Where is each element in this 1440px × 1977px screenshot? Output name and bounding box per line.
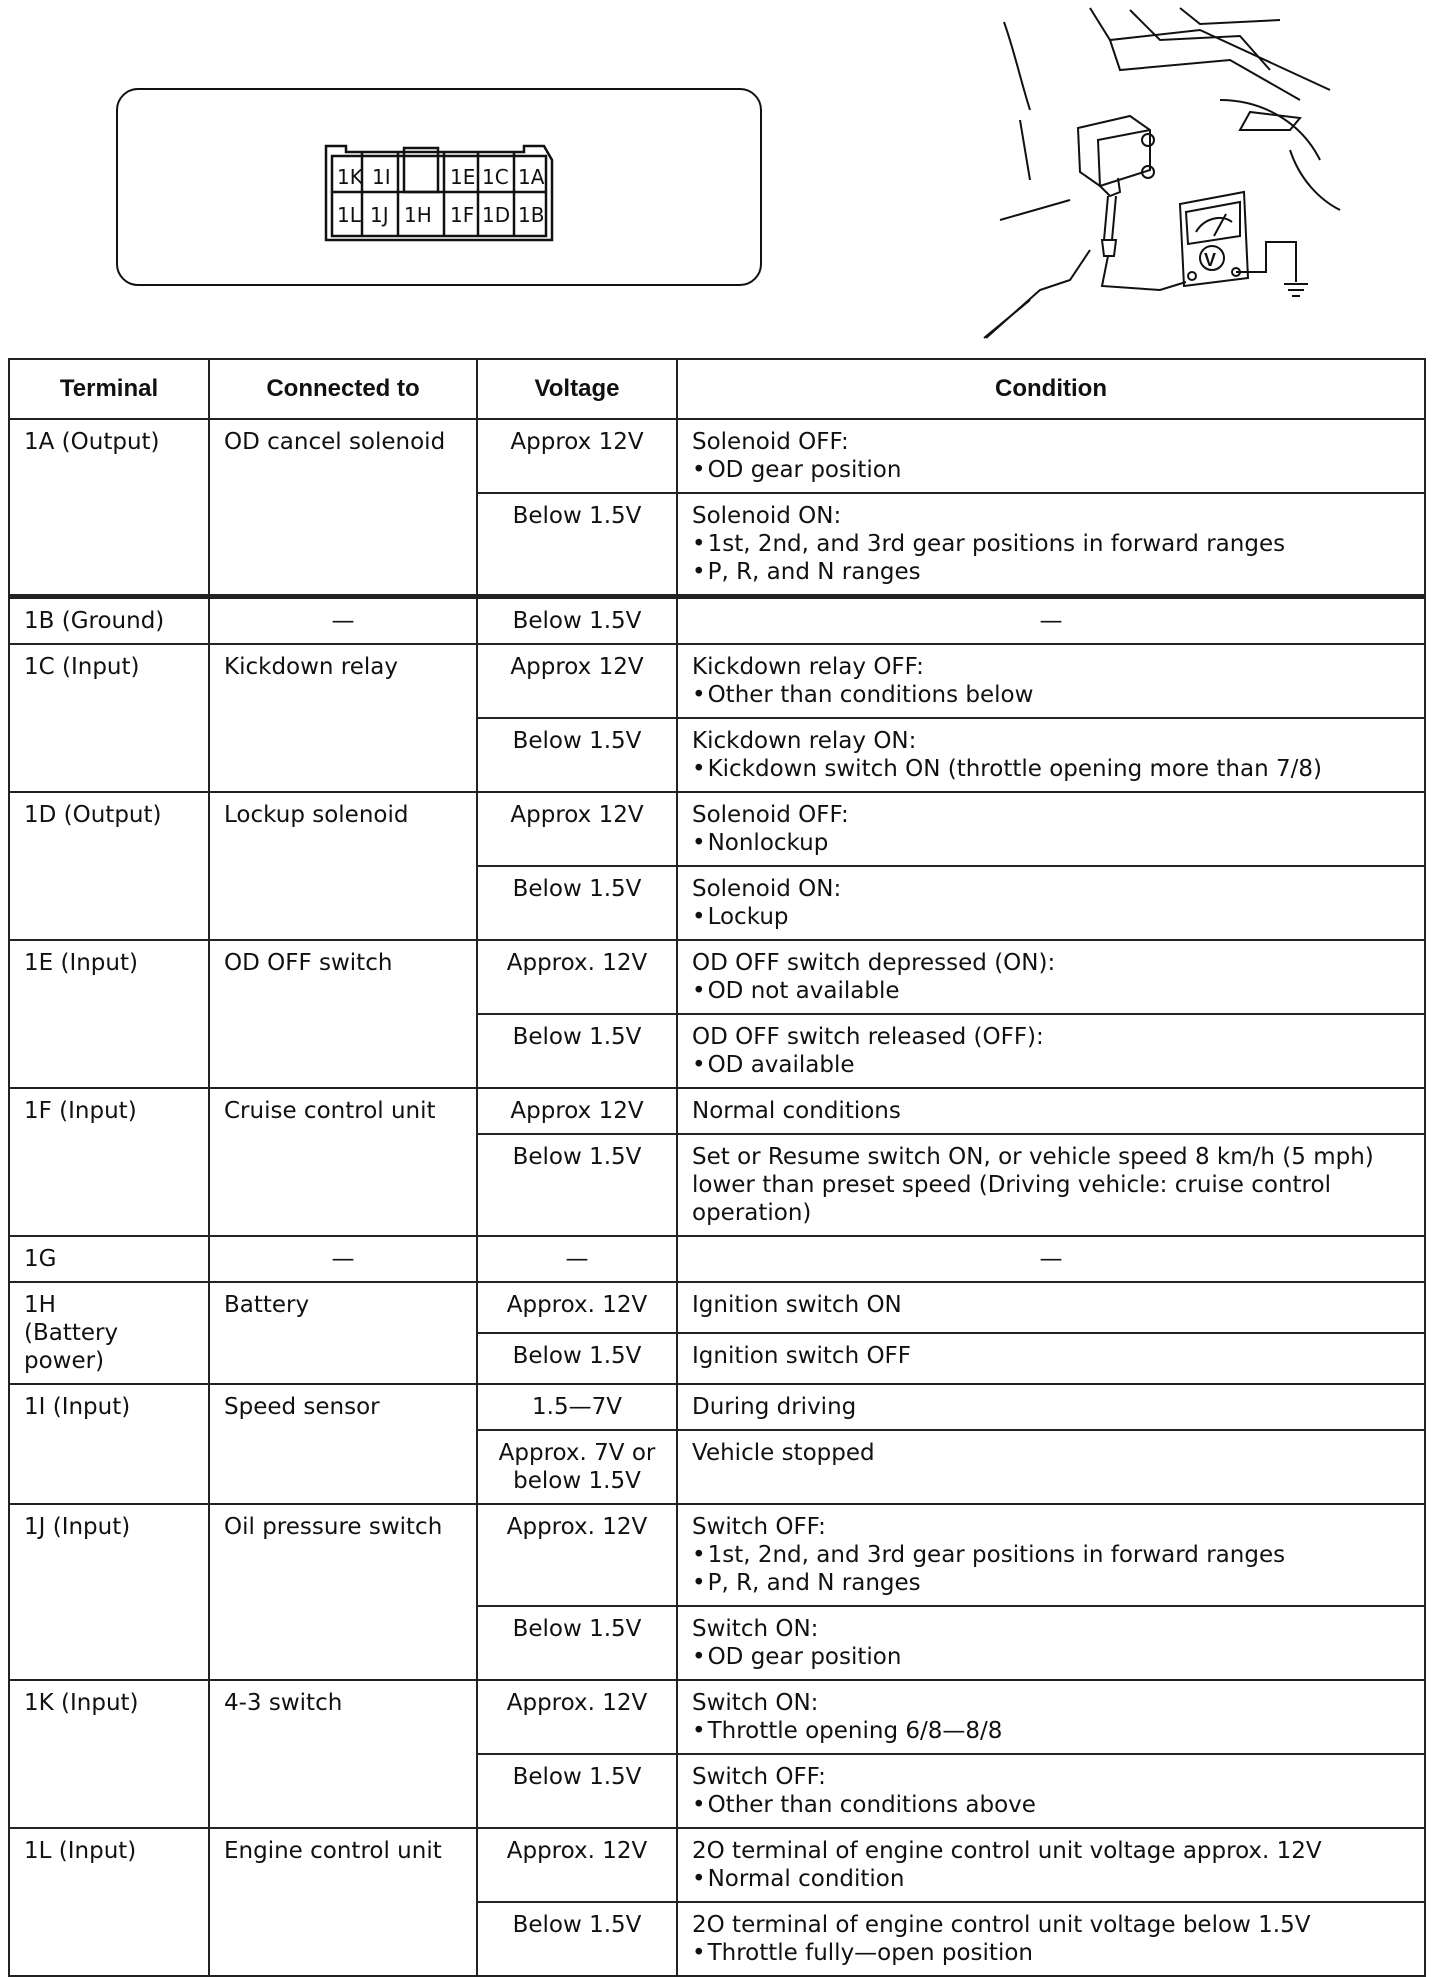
- table-row: [9, 1236, 1425, 1282]
- header-terminal: Terminal: [9, 359, 209, 419]
- pin-label-1E: 1E: [450, 165, 476, 189]
- condition-text: Kickdown relay ON:: [692, 728, 917, 754]
- table-row: [9, 644, 1425, 718]
- connected-to-cell: OD OFF switch: [209, 940, 477, 1088]
- condition-text: Normal conditions: [692, 1098, 901, 1124]
- condition-text: Ignition switch OFF: [692, 1343, 912, 1369]
- voltage-cell: Approx 12V: [477, 419, 677, 493]
- table-body: [9, 419, 1425, 1976]
- condition-text: 2O terminal of engine control unit voltage below 1.5V: [692, 1912, 1311, 1938]
- voltage-cell: Approx. 12V: [477, 1282, 677, 1333]
- condition-cell: [677, 644, 1425, 718]
- table-row: [9, 1088, 1425, 1134]
- condition-cell: [677, 1828, 1425, 1902]
- connected-to-cell: Kickdown relay: [209, 644, 477, 792]
- condition-cell: [677, 718, 1425, 792]
- condition-bullet: • OD gear position: [692, 456, 1410, 484]
- condition-bullet: • P, R, and N ranges: [692, 558, 1410, 586]
- table-row: [9, 1680, 1425, 1754]
- voltage-cell: Below 1.5V: [477, 1606, 677, 1680]
- condition-cell: [677, 1282, 1425, 1333]
- condition-text: Switch OFF:: [692, 1514, 826, 1540]
- pin-label-1I: 1I: [372, 165, 391, 189]
- table-row: [9, 792, 1425, 866]
- terminal-cell: 1H (Battery power): [9, 1282, 209, 1384]
- voltage-cell: Below 1.5V: [477, 493, 677, 597]
- voltage-cell: Approx. 7V or below 1.5V: [477, 1430, 677, 1504]
- condition-cell: [677, 940, 1425, 1014]
- condition-text: —: [1039, 1246, 1063, 1272]
- table-row: [9, 597, 1425, 645]
- condition-bullet: • Kickdown switch ON (throttle opening more than 7/8): [692, 755, 1410, 783]
- header-condition: Condition: [677, 359, 1425, 419]
- condition-bullet: • Other than conditions above: [692, 1791, 1410, 1819]
- condition-cell: [677, 1333, 1425, 1384]
- connector-panel: [116, 88, 762, 286]
- condition-cell: [677, 1606, 1425, 1680]
- pin-label-1F: 1F: [450, 203, 475, 227]
- voltage-cell: Approx. 12V: [477, 940, 677, 1014]
- condition-bullet: • 1st, 2nd, and 3rd gear positions in forward ranges: [692, 530, 1410, 558]
- terminal-cell: 1K (Input): [9, 1680, 209, 1828]
- condition-text: Solenoid ON:: [692, 876, 842, 902]
- voltage-cell: Below 1.5V: [477, 1754, 677, 1828]
- terminal-cell: 1J (Input): [9, 1504, 209, 1680]
- voltage-cell: —: [477, 1236, 677, 1282]
- condition-text: —: [1039, 608, 1063, 634]
- voltage-cell: Below 1.5V: [477, 1333, 677, 1384]
- terminal-cell: 1B (Ground): [9, 597, 209, 645]
- pin-label-1J: 1J: [370, 203, 389, 227]
- condition-bullet: • P, R, and N ranges: [692, 1569, 1410, 1597]
- condition-bullet: • Throttle opening 6/8—8/8: [692, 1717, 1410, 1745]
- condition-cell: [677, 1680, 1425, 1754]
- connected-to-cell: Cruise control unit: [209, 1088, 477, 1236]
- table-header-row: [9, 359, 1425, 419]
- condition-bullet: • Lockup: [692, 903, 1410, 931]
- condition-bullet: • OD gear position: [692, 1643, 1410, 1671]
- condition-cell: [677, 1134, 1425, 1236]
- condition-text: Switch ON:: [692, 1690, 819, 1716]
- condition-cell: [677, 866, 1425, 940]
- terminal-spec-table: [8, 358, 1426, 1977]
- connected-to-cell: Battery: [209, 1282, 477, 1384]
- terminal-cell: 1E (Input): [9, 940, 209, 1088]
- condition-text: Solenoid ON:: [692, 503, 842, 529]
- condition-bullet: • OD available: [692, 1051, 1410, 1079]
- voltage-cell: Below 1.5V: [477, 718, 677, 792]
- condition-text: During driving: [692, 1394, 857, 1420]
- condition-text: Switch OFF:: [692, 1764, 826, 1790]
- condition-cell: [677, 1236, 1425, 1282]
- table-row: [9, 1282, 1425, 1333]
- condition-bullet: • Other than conditions below: [692, 681, 1410, 709]
- connected-to-cell: OD cancel solenoid: [209, 419, 477, 597]
- condition-cell: [677, 597, 1425, 645]
- voltage-cell: 1.5—7V: [477, 1384, 677, 1430]
- voltage-cell: Approx. 12V: [477, 1828, 677, 1902]
- voltage-cell: Approx 12V: [477, 1088, 677, 1134]
- condition-text: Switch ON:: [692, 1616, 819, 1642]
- condition-bullet: • 1st, 2nd, and 3rd gear positions in forward ranges: [692, 1541, 1410, 1569]
- condition-text: Kickdown relay OFF:: [692, 654, 924, 680]
- pin-label-1C: 1C: [482, 165, 509, 189]
- condition-bullet: • Throttle fully—open position: [692, 1939, 1410, 1967]
- voltmeter-illustration: [984, 8, 1340, 338]
- condition-cell: [677, 1014, 1425, 1088]
- condition-text: OD OFF switch released (OFF):: [692, 1024, 1044, 1050]
- condition-text: 2O terminal of engine control unit voltage approx. 12V: [692, 1838, 1322, 1864]
- pin-label-1L: 1L: [337, 203, 361, 227]
- voltage-cell: Below 1.5V: [477, 1134, 677, 1236]
- table-row: [9, 419, 1425, 493]
- voltmeter-v-glyph: V: [1204, 250, 1217, 270]
- condition-text: Set or Resume switch ON, or vehicle speed 8 km/h (5 mph) lower than preset speed (Driving vehicle: cruise control operation): [692, 1144, 1374, 1226]
- table-row: [9, 940, 1425, 1014]
- voltage-cell: Below 1.5V: [477, 1902, 677, 1976]
- condition-text: Vehicle stopped: [692, 1440, 875, 1466]
- connected-to-cell: 4-3 switch: [209, 1680, 477, 1828]
- table-row: [9, 1504, 1425, 1606]
- condition-cell: [677, 1088, 1425, 1134]
- connected-to-cell: —: [209, 1236, 477, 1282]
- terminal-cell: 1D (Output): [9, 792, 209, 940]
- pin-label-1K: 1K: [337, 165, 363, 189]
- pin-label-1A: 1A: [518, 165, 545, 189]
- terminal-cell: 1L (Input): [9, 1828, 209, 1976]
- pin-label-1H: 1H: [404, 203, 432, 227]
- terminal-cell: 1A (Output): [9, 419, 209, 597]
- condition-text: Solenoid OFF:: [692, 429, 849, 455]
- terminal-cell: 1F (Input): [9, 1088, 209, 1236]
- voltage-cell: Approx 12V: [477, 644, 677, 718]
- condition-cell: [677, 1754, 1425, 1828]
- table-row: [9, 1828, 1425, 1902]
- connected-to-cell: Oil pressure switch: [209, 1504, 477, 1680]
- terminal-cell: 1G: [9, 1236, 209, 1282]
- condition-cell: [677, 1504, 1425, 1606]
- connected-to-cell: Lockup solenoid: [209, 792, 477, 940]
- connected-to-cell: —: [209, 597, 477, 645]
- terminal-cell: 1C (Input): [9, 644, 209, 792]
- header-connected-to: Connected to: [209, 359, 477, 419]
- pin-label-1D: 1D: [482, 203, 511, 227]
- condition-text: OD OFF switch depressed (ON):: [692, 950, 1056, 976]
- condition-cell: [677, 1430, 1425, 1504]
- connected-to-cell: Speed sensor: [209, 1384, 477, 1504]
- condition-bullet: • OD not available: [692, 977, 1410, 1005]
- connected-to-cell: Engine control unit: [209, 1828, 477, 1976]
- table-row: [9, 1384, 1425, 1430]
- terminal-cell: 1I (Input): [9, 1384, 209, 1504]
- pin-label-1B: 1B: [518, 203, 545, 227]
- voltage-cell: Approx. 12V: [477, 1680, 677, 1754]
- condition-bullet: • Normal condition: [692, 1865, 1410, 1893]
- condition-cell: [677, 1902, 1425, 1976]
- condition-text: Ignition switch ON: [692, 1292, 902, 1318]
- condition-cell: [677, 419, 1425, 493]
- voltage-cell: Below 1.5V: [477, 866, 677, 940]
- header-voltage: Voltage: [477, 359, 677, 419]
- condition-text: Solenoid OFF:: [692, 802, 849, 828]
- condition-cell: [677, 1384, 1425, 1430]
- voltage-cell: Approx. 12V: [477, 1504, 677, 1606]
- condition-cell: [677, 792, 1425, 866]
- condition-cell: [677, 493, 1425, 597]
- voltage-cell: Approx 12V: [477, 792, 677, 866]
- voltage-cell: Below 1.5V: [477, 1014, 677, 1088]
- condition-bullet: • Nonlockup: [692, 829, 1410, 857]
- voltage-cell: Below 1.5V: [477, 597, 677, 645]
